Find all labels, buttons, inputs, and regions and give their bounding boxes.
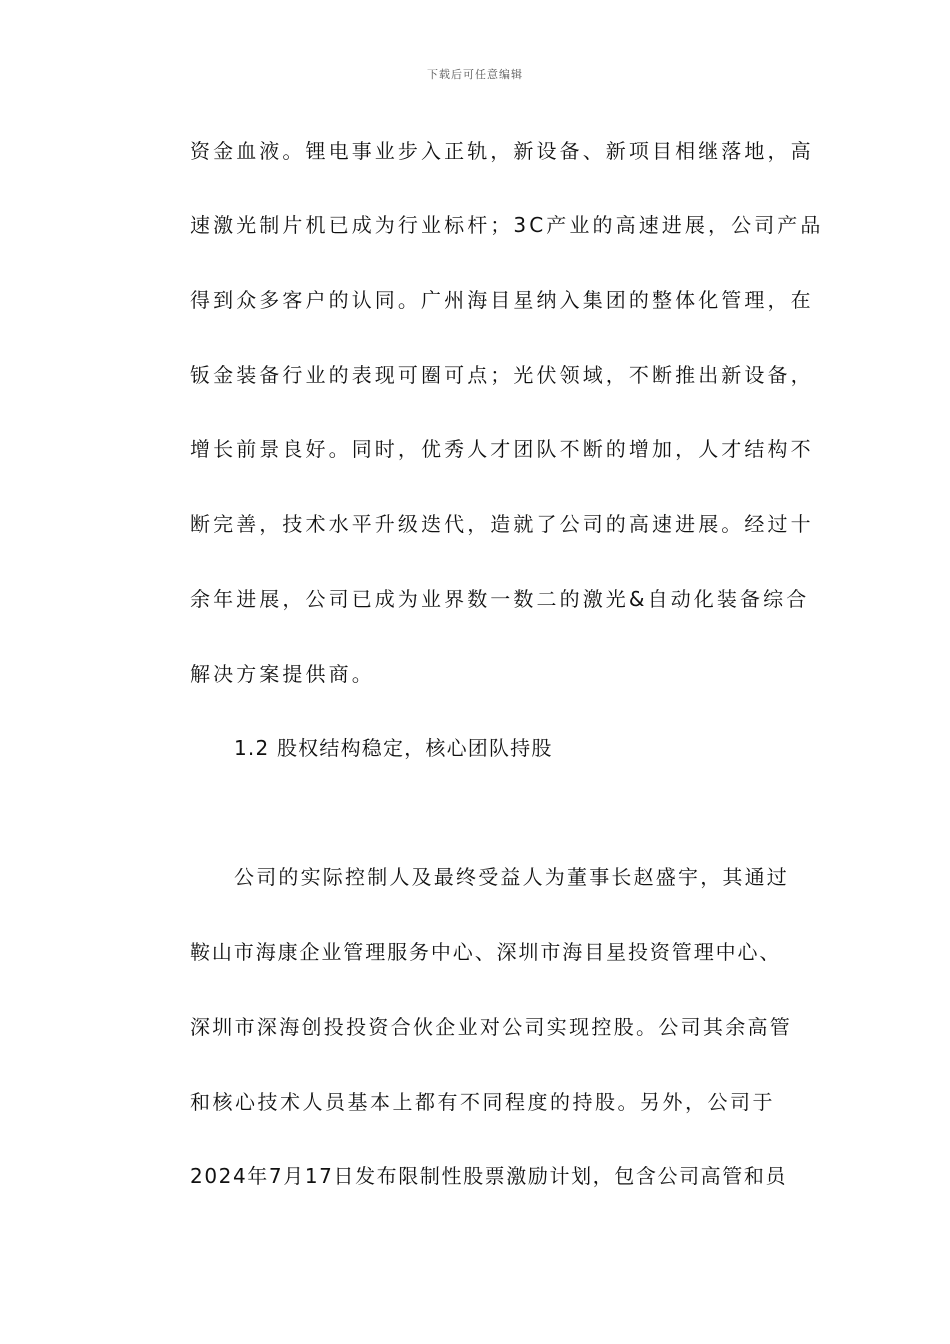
section-heading: 1.2 股权结构稳定，核心团队持股 xyxy=(234,736,553,760)
paragraph-line: 公司的实际控制人及最终受益人为董事长赵盛宇，其通过 xyxy=(234,865,789,889)
paragraph-line: 深圳市深海创投投资合伙企业对公司实现控股。公司其余高管 xyxy=(190,1015,793,1039)
paragraph-line: 和核心技术人员基本上都有不同程度的持股。另外，公司于 xyxy=(190,1090,775,1114)
paragraph-line: 钣金装备行业的表现可圈可点；光伏领域，不断推出新设备， xyxy=(190,363,814,387)
paragraph-line: 2024年7月17日发布限制性股票激励计划，包含公司高管和员 xyxy=(190,1164,788,1188)
paragraph-line: 余年进展，公司已成为业界数一数二的激光&自动化装备综合 xyxy=(190,587,810,611)
paragraph-line: 速激光制片机已成为行业标杆；3C产业的高速进展，公司产品 xyxy=(190,213,824,237)
paragraph-line: 断完善，技术水平升级迭代，造就了公司的高速进展。经过十 xyxy=(190,512,814,536)
paragraph-line: 得到众多客户的认同。广州海目星纳入集团的整体化管理，在 xyxy=(190,288,814,312)
paragraph-line: 资金血液。锂电事业步入正轨，新设备、新项目相继落地，高 xyxy=(190,139,814,163)
paragraph-line: 鞍山市海康企业管理服务中心、深圳市海目星投资管理中心、 xyxy=(190,940,782,964)
paragraph-line: 解决方案提供商。 xyxy=(190,662,375,686)
paragraph-line: 增长前景良好。同时，优秀人才团队不断的增加，人才结构不 xyxy=(190,437,814,461)
page-header: 下载后可任意编辑 xyxy=(427,68,523,81)
